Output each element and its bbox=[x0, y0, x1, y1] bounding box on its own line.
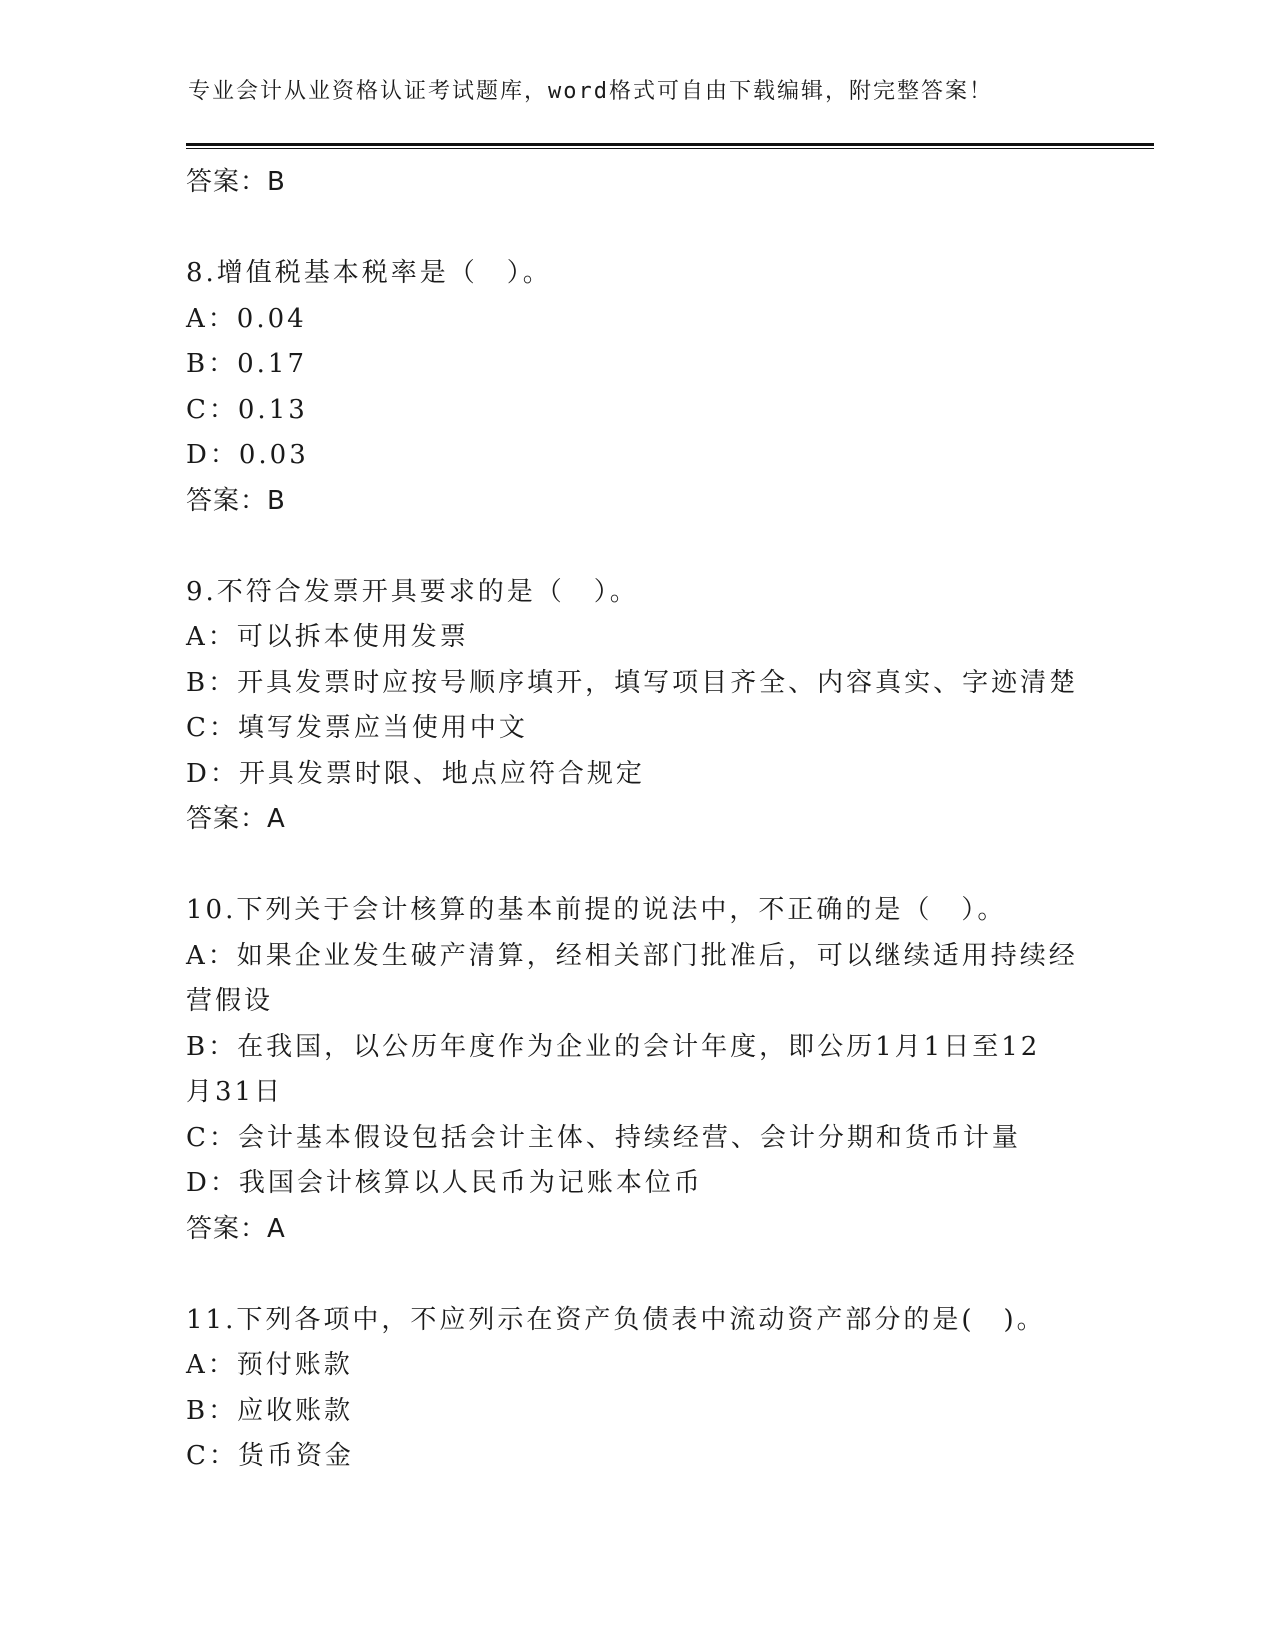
answer-line: 答案：A bbox=[186, 1213, 286, 1244]
page-header: 专业会计从业资格认证考试题库，word格式可自由下载编辑，附完整答案！ bbox=[188, 79, 993, 104]
question-11 bbox=[186, 1298, 1086, 1480]
option-c: C：0.13 bbox=[186, 394, 308, 425]
answer-line: 答案：A bbox=[186, 804, 286, 834]
option-a: A：如果企业发生破产清算，经相关部门批准后，可以继续适用持续经 bbox=[186, 940, 1078, 971]
option-a: A：预付账款 bbox=[186, 1350, 353, 1380]
option-b: B：应收账款 bbox=[186, 1395, 354, 1426]
option-a: A：0.04 bbox=[186, 303, 307, 334]
answer-line: 答案：B bbox=[186, 167, 286, 197]
question-9 bbox=[186, 570, 1086, 843]
question-list bbox=[186, 160, 1086, 1480]
question-10 bbox=[186, 888, 1086, 1252]
option-b: B：0.17 bbox=[186, 349, 307, 379]
answer-line: 答案：B bbox=[186, 485, 286, 516]
option-d: D：开具发票时限、地点应符合规定 bbox=[186, 758, 645, 789]
option-c: C：货币资金 bbox=[186, 1441, 354, 1471]
header-rule-thin bbox=[186, 148, 1154, 149]
question-stem: 11.下列各项中，不应列示在资产负债表中流动资产部分的是( )。 bbox=[186, 1304, 1046, 1335]
header-rule-thick bbox=[186, 143, 1154, 146]
option-d: D：我国会计核算以人民币为记账本位币 bbox=[186, 1168, 703, 1198]
option-b: B：开具发票时应按号顺序填开，填写项目齐全、内容真实、字迹清楚 bbox=[186, 667, 1079, 698]
option-a: A：可以拆本使用发票 bbox=[186, 622, 469, 652]
option-b: B：在我国，以公历年度作为企业的会计年度，即公历1月1日至12 bbox=[186, 1031, 1041, 1062]
question-stem: 10.下列关于会计核算的基本前提的说法中，不正确的是（ ）。 bbox=[186, 895, 1007, 925]
option-c: C：会计基本假设包括会计主体、持续经营、会计分期和货币计量 bbox=[186, 1122, 1021, 1153]
option-a-continued: 营假设 bbox=[186, 986, 274, 1016]
question-8 bbox=[186, 251, 1086, 524]
option-b-continued: 月31日 bbox=[186, 1077, 284, 1107]
option-d: D：0.03 bbox=[186, 440, 309, 470]
question-stem: 8.增值税基本税率是（ ）。 bbox=[186, 258, 552, 288]
option-c: C：填写发票应当使用中文 bbox=[186, 713, 528, 743]
question-stem: 9.不符合发票开具要求的是（ ）。 bbox=[186, 576, 639, 607]
